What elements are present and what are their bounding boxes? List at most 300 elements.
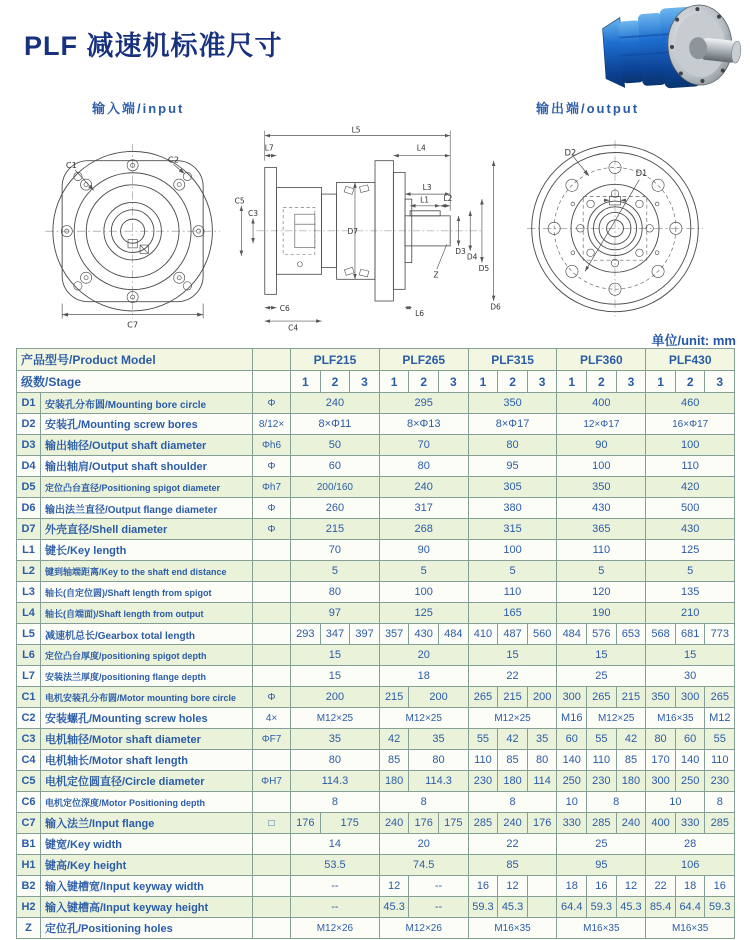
- value-cell: 85: [379, 750, 409, 771]
- table-row: [17, 813, 735, 834]
- value-cell: 265: [468, 687, 498, 708]
- dim-label-c1: C1: [65, 160, 77, 171]
- table-body: [17, 349, 735, 939]
- dim-label-d5: D5: [478, 263, 490, 273]
- value-cell: M12×26: [291, 918, 380, 939]
- row-name: 输出法兰直径/Output flange diameter: [41, 498, 253, 519]
- model-header-label: 产品型号/Product Model: [17, 349, 253, 371]
- row-name: 输入键槽高/Input keyway height: [41, 897, 253, 918]
- value-cell: 15: [646, 645, 735, 666]
- value-cell: 430: [557, 498, 646, 519]
- value-cell: 170: [646, 750, 676, 771]
- dim-label-l1: L1: [420, 195, 430, 205]
- value-cell: M12×25: [468, 708, 557, 729]
- row-code: B1: [17, 834, 41, 855]
- value-cell: 487: [498, 624, 528, 645]
- value-cell: 250: [675, 771, 705, 792]
- dim-label-d7: D7: [347, 227, 358, 237]
- value-cell: 681: [675, 624, 705, 645]
- row-symbol: Φ: [253, 519, 291, 540]
- value-cell: 285: [705, 813, 735, 834]
- output-end-drawing: [512, 116, 718, 336]
- value-cell: 14: [291, 834, 380, 855]
- value-cell: 110: [468, 750, 498, 771]
- model-header: PLF360: [557, 349, 646, 371]
- value-cell: 22: [646, 876, 676, 897]
- row-symbol: ΦF7: [253, 729, 291, 750]
- row-symbol: [253, 582, 291, 603]
- value-cell: 60: [675, 729, 705, 750]
- value-cell: 15: [291, 666, 380, 687]
- stage-header: 2: [675, 371, 705, 393]
- dim-label-c4: C4: [288, 323, 299, 333]
- value-cell: 110: [646, 456, 735, 477]
- value-cell: 55: [587, 729, 617, 750]
- table-row: [17, 414, 735, 435]
- value-cell: --: [409, 876, 468, 897]
- row-name: 电机轴径/Motor shaft diameter: [41, 729, 253, 750]
- value-cell: 80: [527, 750, 557, 771]
- stage-header: 3: [616, 371, 646, 393]
- value-cell: 95: [557, 855, 646, 876]
- dim-label-c5: C5: [234, 196, 245, 206]
- table-row: [17, 918, 735, 939]
- dim-label-c7: C7: [127, 319, 139, 330]
- row-code: D7: [17, 519, 41, 540]
- value-cell: [527, 876, 557, 897]
- value-cell: 568: [646, 624, 676, 645]
- value-cell: 576: [587, 624, 617, 645]
- row-code: L1: [17, 540, 41, 561]
- table-row: [17, 834, 735, 855]
- row-name: 电机轴长/Motor shaft length: [41, 750, 253, 771]
- row-name: 键高/Key height: [41, 855, 253, 876]
- value-cell: 400: [646, 813, 676, 834]
- table-row: [17, 750, 735, 771]
- dim-label-d1: D1: [635, 167, 648, 178]
- value-cell: 18: [675, 876, 705, 897]
- value-cell: 215: [498, 687, 528, 708]
- row-code: C1: [17, 687, 41, 708]
- value-cell: --: [291, 897, 380, 918]
- row-code: D2: [17, 414, 41, 435]
- value-cell: 8: [379, 792, 468, 813]
- row-code: C3: [17, 729, 41, 750]
- value-cell: 165: [468, 603, 557, 624]
- value-cell: 60: [291, 456, 380, 477]
- value-cell: 30: [646, 666, 735, 687]
- table-row: [17, 456, 735, 477]
- input-end-drawing: [32, 118, 237, 336]
- value-cell: 35: [291, 729, 380, 750]
- row-symbol: [253, 624, 291, 645]
- value-cell: 42: [616, 729, 646, 750]
- value-cell: 59.3: [705, 897, 735, 918]
- value-cell: 10: [557, 792, 587, 813]
- value-cell: 12: [379, 876, 409, 897]
- dim-label-l7: L7: [264, 143, 274, 153]
- dim-label-l3: L3: [422, 182, 432, 192]
- row-symbol: 8/12×: [253, 414, 291, 435]
- value-cell: 5: [468, 561, 557, 582]
- value-cell: 365: [557, 519, 646, 540]
- row-code: C2: [17, 708, 41, 729]
- value-cell: 53.5: [291, 855, 380, 876]
- dim-label-d6: D6: [490, 302, 501, 312]
- value-cell: 330: [675, 813, 705, 834]
- value-cell: 140: [675, 750, 705, 771]
- stage-header: 1: [646, 371, 676, 393]
- value-cell: 80: [646, 729, 676, 750]
- dim-label-c6: C6: [279, 304, 290, 314]
- model-header: PLF215: [291, 349, 380, 371]
- row-name: 安装螺孔/Mounting screw holes: [41, 708, 253, 729]
- row-code: L5: [17, 624, 41, 645]
- value-cell: 8: [468, 792, 557, 813]
- table-row: [17, 519, 735, 540]
- stage-header: 3: [705, 371, 735, 393]
- value-cell: 200/160: [291, 477, 380, 498]
- row-code: L3: [17, 582, 41, 603]
- dim-label-z: Z: [433, 270, 439, 280]
- value-cell: 317: [379, 498, 468, 519]
- row-symbol: [253, 540, 291, 561]
- dim-label-c2: C2: [167, 154, 180, 165]
- value-cell: 5: [557, 561, 646, 582]
- value-cell: 15: [291, 645, 380, 666]
- value-cell: M16×35: [557, 918, 646, 939]
- row-code: L7: [17, 666, 41, 687]
- value-cell: 8×Φ17: [468, 414, 557, 435]
- row-code: C6: [17, 792, 41, 813]
- row-code: C7: [17, 813, 41, 834]
- value-cell: 397: [350, 624, 380, 645]
- value-cell: 350: [557, 477, 646, 498]
- value-cell: 28: [646, 834, 735, 855]
- dim-label-l4: L4: [416, 143, 426, 153]
- row-name: 定位凸台直径/Positioning spigot diameter: [41, 477, 253, 498]
- value-cell: 35: [409, 729, 468, 750]
- row-code: H2: [17, 897, 41, 918]
- value-cell: 114.3: [291, 771, 380, 792]
- row-symbol: Φh7: [253, 477, 291, 498]
- value-cell: 59.3: [587, 897, 617, 918]
- table-row: [17, 540, 735, 561]
- value-cell: 85: [468, 855, 557, 876]
- value-cell: 240: [291, 393, 380, 414]
- value-cell: 293: [291, 624, 321, 645]
- symbol-header: [253, 371, 291, 393]
- value-cell: 15: [557, 645, 646, 666]
- value-cell: 8×Φ11: [291, 414, 380, 435]
- value-cell: 42: [498, 729, 528, 750]
- side-section-drawing: [228, 106, 512, 334]
- value-cell: 55: [705, 729, 735, 750]
- value-cell: 45.3: [379, 897, 409, 918]
- value-cell: 410: [468, 624, 498, 645]
- value-cell: 70: [379, 435, 468, 456]
- value-cell: M12×26: [379, 918, 468, 939]
- value-cell: 305: [468, 477, 557, 498]
- row-code: B2: [17, 876, 41, 897]
- row-symbol: Φ: [253, 687, 291, 708]
- value-cell: 16: [705, 876, 735, 897]
- row-symbol: 4×: [253, 708, 291, 729]
- value-cell: 135: [646, 582, 735, 603]
- stage-header: 2: [587, 371, 617, 393]
- value-cell: 176: [291, 813, 321, 834]
- row-name: 输入法兰/Input flange: [41, 813, 253, 834]
- row-code: L2: [17, 561, 41, 582]
- dim-label-d4: D4: [466, 252, 478, 262]
- value-cell: 265: [705, 687, 735, 708]
- table-row: [17, 582, 735, 603]
- table-row: [17, 349, 735, 371]
- row-name: 电机安装孔分布圆/Motor mounting bore circle: [41, 687, 253, 708]
- row-code: C4: [17, 750, 41, 771]
- value-cell: 295: [379, 393, 468, 414]
- table-row: [17, 603, 735, 624]
- dim-label-l2: L2: [443, 193, 453, 203]
- value-cell: 350: [646, 687, 676, 708]
- stage-header: 2: [409, 371, 439, 393]
- row-symbol: □: [253, 813, 291, 834]
- input-end-label: 输入端/input: [92, 101, 185, 116]
- value-cell: 100: [557, 456, 646, 477]
- value-cell: 60: [557, 729, 587, 750]
- value-cell: 773: [705, 624, 735, 645]
- value-cell: 85: [616, 750, 646, 771]
- value-cell: 106: [646, 855, 735, 876]
- value-cell: 114: [527, 771, 557, 792]
- stage-header: 1: [557, 371, 587, 393]
- value-cell: 5: [646, 561, 735, 582]
- value-cell: 230: [468, 771, 498, 792]
- value-cell: 240: [498, 813, 528, 834]
- row-symbol: Φ: [253, 498, 291, 519]
- value-cell: M16: [557, 708, 587, 729]
- value-cell: 45.3: [498, 897, 528, 918]
- value-cell: 230: [705, 771, 735, 792]
- dim-label-d2: D2: [564, 147, 577, 158]
- value-cell: 50: [291, 435, 380, 456]
- row-symbol: [253, 750, 291, 771]
- row-symbol: [253, 834, 291, 855]
- value-cell: 285: [587, 813, 617, 834]
- row-symbol: Φh6: [253, 435, 291, 456]
- value-cell: 80: [379, 456, 468, 477]
- row-name: 外壳直径/Shell diameter: [41, 519, 253, 540]
- table-row: [17, 729, 735, 750]
- value-cell: 300: [646, 771, 676, 792]
- value-cell: 500: [646, 498, 735, 519]
- value-cell: 210: [646, 603, 735, 624]
- value-cell: 8: [291, 792, 380, 813]
- value-cell: 5: [291, 561, 380, 582]
- value-cell: 22: [468, 666, 557, 687]
- gearbox-photo-illustration: [596, 0, 748, 94]
- value-cell: 100: [379, 582, 468, 603]
- value-cell: 85: [498, 750, 528, 771]
- dim-label-c3: C3: [248, 208, 259, 218]
- table-row: [17, 855, 735, 876]
- value-cell: 80: [468, 435, 557, 456]
- page-title: PLF 减速机标准尺寸: [24, 31, 283, 61]
- value-cell: 18: [557, 876, 587, 897]
- value-cell: 400: [557, 393, 646, 414]
- row-symbol: [253, 792, 291, 813]
- value-cell: 80: [291, 750, 380, 771]
- row-name: 键长/Key length: [41, 540, 253, 561]
- value-cell: 8×Φ13: [379, 414, 468, 435]
- stage-header: 2: [498, 371, 528, 393]
- value-cell: 190: [557, 603, 646, 624]
- value-cell: 8: [705, 792, 735, 813]
- value-cell: 315: [468, 519, 557, 540]
- table-row: [17, 498, 735, 519]
- value-cell: 5: [379, 561, 468, 582]
- row-symbol: Φ: [253, 393, 291, 414]
- output-end-label: 输出端/output: [536, 101, 640, 116]
- table-row: [17, 624, 735, 645]
- value-cell: 240: [379, 813, 409, 834]
- row-symbol: [253, 603, 291, 624]
- drawings-section: [0, 92, 750, 342]
- value-cell: 300: [557, 687, 587, 708]
- value-cell: 200: [409, 687, 468, 708]
- row-code: D4: [17, 456, 41, 477]
- model-header: PLF315: [468, 349, 557, 371]
- row-symbol: [253, 897, 291, 918]
- model-header: PLF430: [646, 349, 735, 371]
- row-name: 电机定位深度/Motor Positioning depth: [41, 792, 253, 813]
- value-cell: [527, 897, 557, 918]
- value-cell: 70: [291, 540, 380, 561]
- value-cell: M16×35: [646, 708, 705, 729]
- model-header: PLF265: [379, 349, 468, 371]
- value-cell: 20: [379, 645, 468, 666]
- value-cell: 250: [557, 771, 587, 792]
- value-cell: 64.4: [557, 897, 587, 918]
- table-row: [17, 876, 735, 897]
- value-cell: 55: [468, 729, 498, 750]
- row-name: 定位孔/Positioning holes: [41, 918, 253, 939]
- value-cell: 10: [646, 792, 705, 813]
- value-cell: 25: [557, 834, 646, 855]
- row-name: 输入键槽宽/Input keyway width: [41, 876, 253, 897]
- row-code: C5: [17, 771, 41, 792]
- dim-label-l5: L5: [351, 125, 361, 135]
- value-cell: 95: [468, 456, 557, 477]
- stage-header: 3: [350, 371, 380, 393]
- row-symbol: [253, 561, 291, 582]
- row-code: D5: [17, 477, 41, 498]
- value-cell: 80: [409, 750, 468, 771]
- row-symbol: ΦH7: [253, 771, 291, 792]
- value-cell: 18: [379, 666, 468, 687]
- row-name: 输出轴径/Output shaft diameter: [41, 435, 253, 456]
- value-cell: 42: [379, 729, 409, 750]
- value-cell: 100: [646, 435, 735, 456]
- value-cell: 59.3: [468, 897, 498, 918]
- table-row: [17, 645, 735, 666]
- stage-header: 2: [320, 371, 350, 393]
- row-name: 安装孔分布圆/Mounting bore circle: [41, 393, 253, 414]
- value-cell: 25: [557, 666, 646, 687]
- table-row: [17, 561, 735, 582]
- row-name: 输出轴肩/Output shaft shoulder: [41, 456, 253, 477]
- value-cell: 20: [379, 834, 468, 855]
- value-cell: 484: [439, 624, 469, 645]
- value-cell: 265: [587, 687, 617, 708]
- stage-header: 1: [468, 371, 498, 393]
- value-cell: 110: [587, 750, 617, 771]
- value-cell: 16: [468, 876, 498, 897]
- table-row: [17, 435, 735, 456]
- row-code: D1: [17, 393, 41, 414]
- value-cell: 180: [379, 771, 409, 792]
- row-code: D6: [17, 498, 41, 519]
- value-cell: --: [409, 897, 468, 918]
- row-name: 减速机总长/Gearbox total length: [41, 624, 253, 645]
- value-cell: 357: [379, 624, 409, 645]
- dim-label-l6: L6: [415, 309, 425, 319]
- value-cell: 97: [291, 603, 380, 624]
- value-cell: 240: [379, 477, 468, 498]
- table-row: [17, 792, 735, 813]
- value-cell: 330: [557, 813, 587, 834]
- value-cell: 230: [587, 771, 617, 792]
- value-cell: 380: [468, 498, 557, 519]
- value-cell: 8: [587, 792, 646, 813]
- dim-label-d3: D3: [455, 247, 466, 257]
- value-cell: M12×25: [291, 708, 380, 729]
- value-cell: 180: [498, 771, 528, 792]
- value-cell: 175: [439, 813, 469, 834]
- table-row: [17, 897, 735, 918]
- value-cell: 35: [527, 729, 557, 750]
- value-cell: 653: [616, 624, 646, 645]
- value-cell: M16×35: [646, 918, 735, 939]
- row-name: 安装法兰厚度/positioning flange depth: [41, 666, 253, 687]
- value-cell: 175: [320, 813, 379, 834]
- stage-header: 3: [439, 371, 469, 393]
- table-row: [17, 666, 735, 687]
- row-name: 定位凸台厚度/positioning spigot depth: [41, 645, 253, 666]
- value-cell: 460: [646, 393, 735, 414]
- value-cell: 90: [557, 435, 646, 456]
- value-cell: 15: [468, 645, 557, 666]
- value-cell: 350: [468, 393, 557, 414]
- value-cell: 140: [557, 750, 587, 771]
- value-cell: 484: [557, 624, 587, 645]
- row-code: Z: [17, 918, 41, 939]
- value-cell: 260: [291, 498, 380, 519]
- stage-header: 1: [291, 371, 321, 393]
- value-cell: 80: [291, 582, 380, 603]
- row-symbol: [253, 918, 291, 939]
- table-row: [17, 708, 735, 729]
- value-cell: 110: [557, 540, 646, 561]
- value-cell: 420: [646, 477, 735, 498]
- value-cell: 12: [616, 876, 646, 897]
- value-cell: M12: [705, 708, 735, 729]
- row-name: 轴长(自端面)/Shaft length from output: [41, 603, 253, 624]
- value-cell: M16×35: [468, 918, 557, 939]
- stage-header-label: 级数/Stage: [17, 371, 253, 393]
- row-symbol: [253, 645, 291, 666]
- value-cell: 268: [379, 519, 468, 540]
